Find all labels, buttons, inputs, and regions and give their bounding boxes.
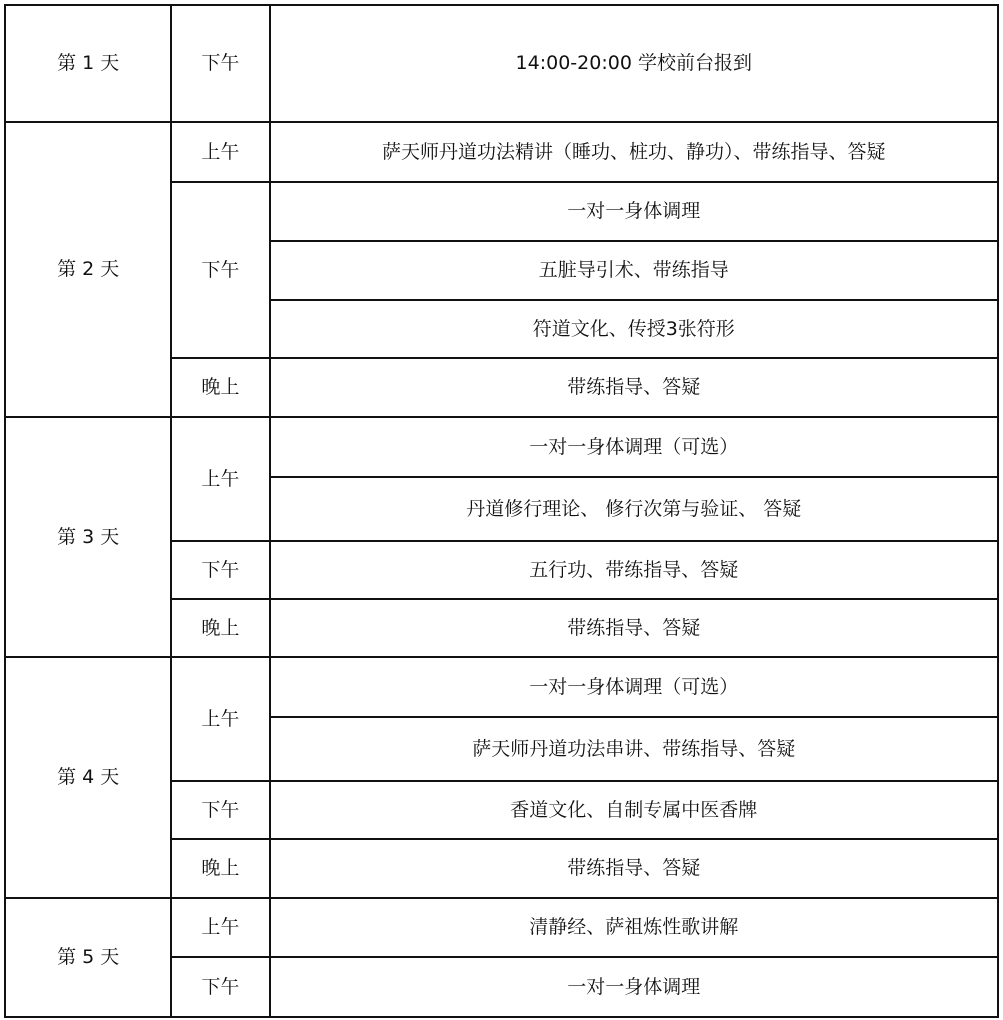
activity-cell: 14:00-20:00 学校前台报到 [270, 5, 998, 122]
activity-cell: 五行功、带练指导、答疑 [270, 541, 998, 599]
schedule-table [4, 4, 999, 1018]
activity-cell: 一对一身体调理（可选） [270, 417, 998, 477]
day-label: 第 1 天 [5, 5, 171, 122]
period-label: 下午 [171, 541, 269, 599]
day-label: 第 2 天 [5, 122, 171, 417]
activity-cell: 一对一身体调理 [270, 957, 998, 1017]
day-label: 第 3 天 [5, 417, 171, 657]
day-label: 第 5 天 [5, 898, 171, 1017]
period-label: 下午 [171, 781, 269, 839]
activity-cell: 带练指导、答疑 [270, 599, 998, 657]
activity-cell: 一对一身体调理 [270, 182, 998, 241]
period-label: 晚上 [171, 599, 269, 657]
activity-cell: 带练指导、答疑 [270, 358, 998, 417]
activity-cell: 丹道修行理论、 修行次第与验证、 答疑 [270, 477, 998, 541]
period-label: 上午 [171, 898, 269, 957]
table-row [5, 898, 998, 957]
activity-cell: 萨天师丹道功法精讲（睡功、桩功、静功）、带练指导、答疑 [270, 122, 998, 182]
table-row [5, 122, 998, 182]
activity-cell: 五脏导引术、带练指导 [270, 241, 998, 300]
day-label: 第 4 天 [5, 657, 171, 898]
period-label: 晚上 [171, 839, 269, 898]
table-row [5, 5, 998, 122]
table-row [5, 417, 998, 477]
activity-cell: 香道文化、自制专属中医香牌 [270, 781, 998, 839]
activity-cell: 一对一身体调理（可选） [270, 657, 998, 717]
period-label: 上午 [171, 122, 269, 182]
period-label: 晚上 [171, 358, 269, 417]
table-row [5, 657, 998, 717]
period-label: 上午 [171, 657, 269, 781]
period-label: 下午 [171, 182, 269, 358]
activity-cell: 清静经、萨祖炼性歌讲解 [270, 898, 998, 957]
period-label: 上午 [171, 417, 269, 541]
activity-cell: 符道文化、传授3张符形 [270, 300, 998, 358]
activity-cell: 萨天师丹道功法串讲、带练指导、答疑 [270, 717, 998, 781]
period-label: 下午 [171, 5, 269, 122]
period-label: 下午 [171, 957, 269, 1017]
activity-cell: 带练指导、答疑 [270, 839, 998, 898]
